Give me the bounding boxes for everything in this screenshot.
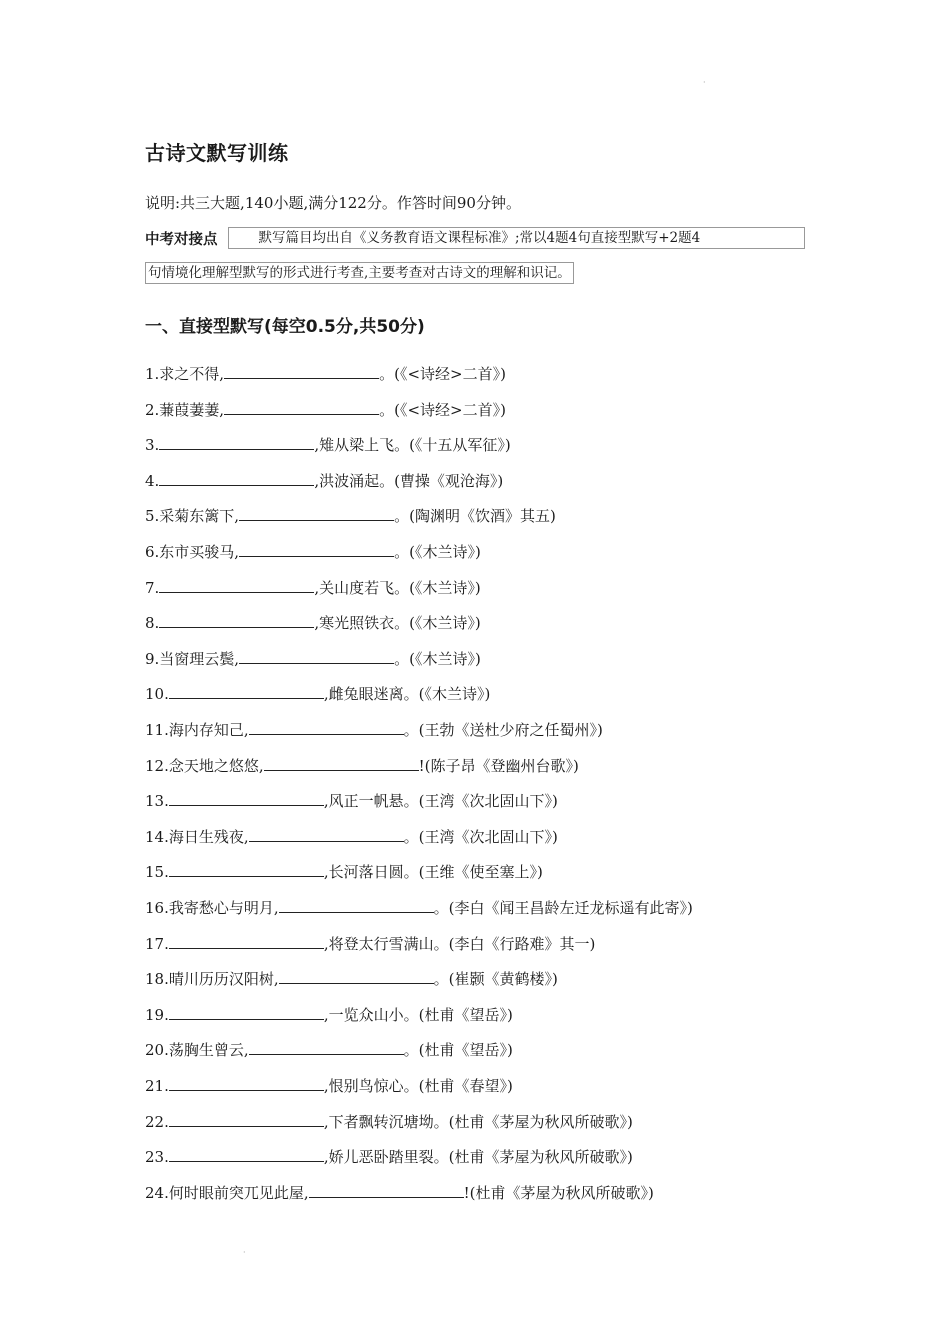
section-heading: 一、直接型默写(每空0.5分,共50分) [145, 317, 425, 337]
question-prefix: 22. [145, 1112, 169, 1131]
question-item [145, 504, 556, 526]
question-item [145, 754, 579, 776]
question-prefix: 11.海内存知己, [145, 721, 249, 739]
question-suffix: !(陈子昂《登幽州台歌》) [418, 756, 579, 775]
answer-blank[interactable] [239, 504, 394, 521]
answer-blank[interactable] [169, 1145, 324, 1162]
answer-blank[interactable] [279, 896, 434, 913]
question-prefix: 16.我寄愁心与明月, [145, 899, 279, 917]
question-suffix: ,下者飘转沉塘坳。(杜甫《茅屋为秋风所破歌》) [323, 1112, 633, 1131]
answer-blank[interactable] [159, 611, 314, 628]
question-prefix: 18.晴川历历汉阳树, [145, 970, 279, 989]
exam-point-text-1: 默写篇目均出自《义务教育语文课程标准》;常以4题4句直接型默写+2题4 [228, 227, 806, 249]
answer-blank[interactable] [239, 647, 394, 664]
question-item [145, 1110, 633, 1132]
answer-blank[interactable] [249, 1038, 404, 1055]
question-suffix: 。(陶渊明《饮酒》其五) [394, 507, 556, 526]
answer-blank[interactable] [159, 433, 314, 450]
page-mark: · [703, 78, 706, 87]
question-item [145, 967, 558, 989]
answer-blank[interactable] [169, 789, 324, 806]
question-suffix: ,风正一帆悬。(王湾《次北固山下》) [323, 792, 558, 811]
answer-blank[interactable] [169, 682, 324, 699]
question-item [145, 825, 558, 847]
instructions: 说明:共三大题,140小题,满分122分。作答时间90分钟。 [145, 194, 521, 212]
question-item [145, 1074, 513, 1096]
question-item [145, 1003, 513, 1025]
question-suffix: 。(《木兰诗》) [394, 649, 481, 668]
question-item [145, 896, 693, 918]
answer-blank[interactable] [309, 1181, 464, 1198]
question-prefix: 1.求之不得, [145, 365, 225, 383]
answer-blank[interactable] [264, 754, 419, 771]
answer-blank[interactable] [249, 825, 404, 842]
answer-blank[interactable] [224, 398, 379, 415]
question-suffix: !(杜甫《茅屋为秋风所破歌》) [463, 1183, 654, 1202]
question-item [145, 1038, 513, 1060]
question-suffix: 。(李白《闻王昌龄左迁龙标遥有此寄》) [433, 899, 693, 917]
question-prefix: 13. [145, 792, 169, 811]
question-prefix: 2.蒹葭萋萋, [145, 400, 225, 419]
question-item [145, 611, 481, 633]
question-suffix: ,恨别鸟惊心。(杜甫《春望》) [323, 1077, 513, 1095]
question-suffix: 。(杜甫《望岳》) [403, 1041, 513, 1060]
question-suffix: ,娇儿恶卧踏里裂。(杜甫《茅屋为秋风所破歌》) [323, 1148, 633, 1167]
question-item [145, 860, 543, 882]
question-suffix: 。(《<诗经>二首》) [379, 365, 506, 383]
question-item [145, 469, 503, 491]
question-item [145, 647, 481, 669]
question-prefix: 23. [145, 1148, 169, 1167]
question-prefix: 12.念天地之悠悠, [145, 756, 264, 775]
answer-blank[interactable] [169, 860, 324, 877]
question-suffix: ,一览众山小。(杜甫《望岳》) [323, 1005, 513, 1024]
answer-blank[interactable] [169, 932, 324, 949]
question-item [145, 682, 490, 704]
answer-blank[interactable] [169, 1110, 324, 1127]
page-title: 古诗文默写训练 [145, 141, 289, 165]
question-prefix: 10. [145, 685, 169, 704]
question-suffix: ,关山度若飞。(《木兰诗》) [314, 578, 481, 597]
question-item [145, 789, 558, 811]
question-suffix: ,寒光照铁衣。(《木兰诗》) [314, 614, 481, 633]
question-suffix: 。(王勃《送杜少府之任蜀州》) [403, 721, 603, 739]
question-suffix: ,洪波涌起。(曹操《观沧海》) [314, 471, 504, 490]
answer-blank[interactable] [224, 362, 379, 379]
question-suffix: ,将登太行雪满山。(李白《行路难》其一) [323, 934, 596, 953]
question-item [145, 932, 595, 954]
question-suffix: 。(王湾《次北固山下》) [403, 827, 558, 846]
answer-blank[interactable] [169, 1003, 324, 1020]
answer-blank[interactable] [239, 540, 394, 557]
question-item [145, 1145, 633, 1167]
exam-point-text-2: 句情境化理解型默写的形式进行考查,主要考查对古诗文的理解和识记。 [145, 262, 574, 284]
question-prefix: 15. [145, 863, 169, 882]
question-item [145, 576, 481, 598]
question-prefix: 9.当窗理云鬓, [145, 649, 240, 668]
answer-blank[interactable] [159, 576, 314, 593]
question-prefix: 14.海日生残夜, [145, 827, 249, 846]
question-item [145, 362, 506, 384]
question-suffix: ,长河落日圆。(王维《使至塞上》) [323, 863, 543, 882]
exam-point-label: 中考对接点 [145, 231, 218, 248]
question-prefix: 4. [145, 471, 160, 490]
question-item [145, 433, 511, 455]
question-suffix: 。(《<诗经>二首》) [379, 400, 506, 419]
question-item [145, 718, 603, 740]
answer-blank[interactable] [159, 469, 314, 486]
question-item [145, 1181, 654, 1203]
question-suffix: 。(崔颢《黄鹤楼》) [433, 970, 558, 989]
question-prefix: 3. [145, 436, 160, 455]
question-prefix: 24.何时眼前突兀见此屋, [145, 1183, 309, 1202]
question-suffix: ,雉从梁上飞。(《十五从军征》) [314, 436, 511, 455]
question-prefix: 20.荡胸生曾云, [145, 1041, 249, 1060]
question-prefix: 17. [145, 934, 169, 953]
question-prefix: 5.采菊东篱下, [145, 507, 240, 526]
page-mark: · [243, 1248, 246, 1257]
answer-blank[interactable] [249, 718, 404, 735]
question-suffix: 。(《木兰诗》) [394, 543, 481, 561]
answer-blank[interactable] [169, 1074, 324, 1091]
question-prefix: 19. [145, 1005, 169, 1024]
question-prefix: 6.东市买骏马, [145, 543, 240, 561]
question-item [145, 398, 506, 420]
question-item [145, 540, 481, 562]
question-prefix: 7. [145, 578, 160, 597]
question-suffix: ,雌兔眼迷离。(《木兰诗》) [323, 685, 491, 704]
exam-point-box [145, 226, 805, 250]
question-prefix: 21. [145, 1077, 169, 1095]
question-prefix: 8. [145, 614, 160, 633]
answer-blank[interactable] [279, 967, 434, 984]
